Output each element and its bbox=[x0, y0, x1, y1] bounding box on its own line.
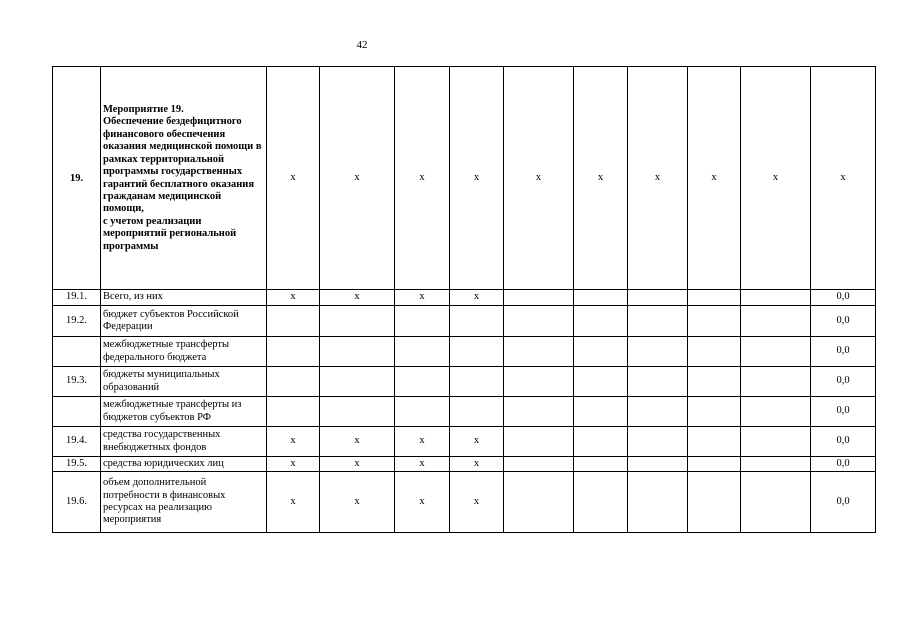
value-cell: х bbox=[267, 427, 320, 457]
table-body bbox=[53, 67, 876, 533]
value-cell bbox=[741, 457, 811, 472]
row-name: Всего, из них bbox=[101, 290, 267, 306]
row-name: бюджет субъектов Российской Федерации bbox=[101, 306, 267, 337]
value-cell: х bbox=[395, 457, 450, 472]
value-cell: х bbox=[450, 457, 504, 472]
value-cell: 0,0 bbox=[811, 427, 876, 457]
value-cell: х bbox=[688, 67, 741, 290]
row-number: 19.1. bbox=[53, 290, 101, 306]
value-cell bbox=[450, 306, 504, 337]
value-cell bbox=[688, 397, 741, 427]
value-cell bbox=[688, 306, 741, 337]
value-cell: х bbox=[320, 472, 395, 533]
value-cell bbox=[574, 397, 628, 427]
value-cell bbox=[628, 472, 688, 533]
value-cell bbox=[395, 397, 450, 427]
row-name: межбюджетные трансферты федерального бюджета bbox=[101, 337, 267, 367]
value-cell bbox=[741, 290, 811, 306]
value-cell bbox=[320, 367, 395, 397]
table-row bbox=[53, 472, 876, 533]
value-cell: х bbox=[628, 67, 688, 290]
row-name: средства государственных внебюджетных фондов bbox=[101, 427, 267, 457]
value-cell bbox=[574, 427, 628, 457]
page-number: 42 bbox=[356, 39, 368, 51]
table-row bbox=[53, 427, 876, 457]
value-cell bbox=[628, 290, 688, 306]
value-cell: х bbox=[267, 457, 320, 472]
row-number: 19. bbox=[53, 67, 101, 290]
value-cell: 0,0 bbox=[811, 290, 876, 306]
value-cell: х bbox=[395, 472, 450, 533]
table-row bbox=[53, 337, 876, 367]
value-cell bbox=[688, 457, 741, 472]
value-cell: х bbox=[320, 67, 395, 290]
value-cell: х bbox=[320, 427, 395, 457]
row-name: Мероприятие 19. Обеспечение бездефицитного финансового обеспечения оказания медицинской помощи в рамках территориальной программы государственных гарантий бесплатного оказания гражданам медицинской помощи, с учетом реализации мероприятий региональной программы bbox=[101, 67, 267, 290]
table-row bbox=[53, 67, 876, 290]
value-cell bbox=[395, 306, 450, 337]
value-cell bbox=[395, 337, 450, 367]
table-row bbox=[53, 397, 876, 427]
table-row bbox=[53, 306, 876, 337]
value-cell: х bbox=[395, 290, 450, 306]
value-cell bbox=[688, 472, 741, 533]
table-row bbox=[53, 457, 876, 472]
value-cell bbox=[741, 337, 811, 367]
table-row bbox=[53, 290, 876, 306]
value-cell bbox=[504, 397, 574, 427]
value-cell bbox=[504, 306, 574, 337]
value-cell: х bbox=[320, 290, 395, 306]
value-cell bbox=[267, 397, 320, 427]
value-cell: х bbox=[267, 290, 320, 306]
value-cell bbox=[741, 472, 811, 533]
row-number bbox=[53, 397, 101, 427]
value-cell bbox=[504, 427, 574, 457]
value-cell bbox=[574, 472, 628, 533]
value-cell bbox=[320, 306, 395, 337]
value-cell bbox=[574, 306, 628, 337]
value-cell bbox=[504, 367, 574, 397]
row-name: средства юридических лиц bbox=[101, 457, 267, 472]
value-cell bbox=[628, 427, 688, 457]
table-row bbox=[53, 367, 876, 397]
value-cell: 0,0 bbox=[811, 472, 876, 533]
value-cell bbox=[450, 397, 504, 427]
value-cell: х bbox=[450, 67, 504, 290]
value-cell: х bbox=[450, 472, 504, 533]
row-name: межбюджетные трансферты из бюджетов субъектов РФ bbox=[101, 397, 267, 427]
value-cell bbox=[628, 337, 688, 367]
row-name: бюджеты муниципальных образований bbox=[101, 367, 267, 397]
value-cell: 0,0 bbox=[811, 337, 876, 367]
row-number bbox=[53, 337, 101, 367]
value-cell bbox=[741, 306, 811, 337]
row-number: 19.4. bbox=[53, 427, 101, 457]
budget-table bbox=[52, 66, 876, 533]
value-cell bbox=[320, 397, 395, 427]
value-cell: х bbox=[267, 472, 320, 533]
value-cell: х bbox=[811, 67, 876, 290]
value-cell: 0,0 bbox=[811, 306, 876, 337]
value-cell: х bbox=[741, 67, 811, 290]
value-cell bbox=[395, 367, 450, 397]
row-name: объем дополнительной потребности в финансовых ресурсах на реализацию мероприятия bbox=[101, 472, 267, 533]
row-number: 19.2. bbox=[53, 306, 101, 337]
value-cell bbox=[741, 427, 811, 457]
value-cell: х bbox=[267, 67, 320, 290]
value-cell bbox=[574, 457, 628, 472]
value-cell bbox=[628, 367, 688, 397]
value-cell bbox=[267, 306, 320, 337]
value-cell: х bbox=[395, 427, 450, 457]
row-number: 19.5. bbox=[53, 457, 101, 472]
value-cell bbox=[688, 290, 741, 306]
value-cell bbox=[504, 472, 574, 533]
value-cell: х bbox=[450, 427, 504, 457]
value-cell bbox=[267, 337, 320, 367]
value-cell bbox=[450, 367, 504, 397]
value-cell bbox=[688, 367, 741, 397]
value-cell bbox=[450, 337, 504, 367]
value-cell bbox=[574, 337, 628, 367]
value-cell bbox=[628, 457, 688, 472]
value-cell bbox=[504, 337, 574, 367]
value-cell bbox=[504, 290, 574, 306]
value-cell: х bbox=[504, 67, 574, 290]
value-cell bbox=[574, 290, 628, 306]
value-cell: 0,0 bbox=[811, 457, 876, 472]
value-cell: 0,0 bbox=[811, 367, 876, 397]
value-cell bbox=[688, 427, 741, 457]
row-number: 19.6. bbox=[53, 472, 101, 533]
value-cell bbox=[741, 397, 811, 427]
value-cell bbox=[688, 337, 741, 367]
value-cell bbox=[320, 337, 395, 367]
value-cell: х bbox=[450, 290, 504, 306]
row-number: 19.3. bbox=[53, 367, 101, 397]
value-cell bbox=[741, 367, 811, 397]
value-cell: х bbox=[320, 457, 395, 472]
value-cell bbox=[504, 457, 574, 472]
value-cell bbox=[628, 306, 688, 337]
value-cell: 0,0 bbox=[811, 397, 876, 427]
value-cell: х bbox=[395, 67, 450, 290]
value-cell bbox=[574, 367, 628, 397]
value-cell: х bbox=[574, 67, 628, 290]
value-cell bbox=[267, 367, 320, 397]
value-cell bbox=[628, 397, 688, 427]
